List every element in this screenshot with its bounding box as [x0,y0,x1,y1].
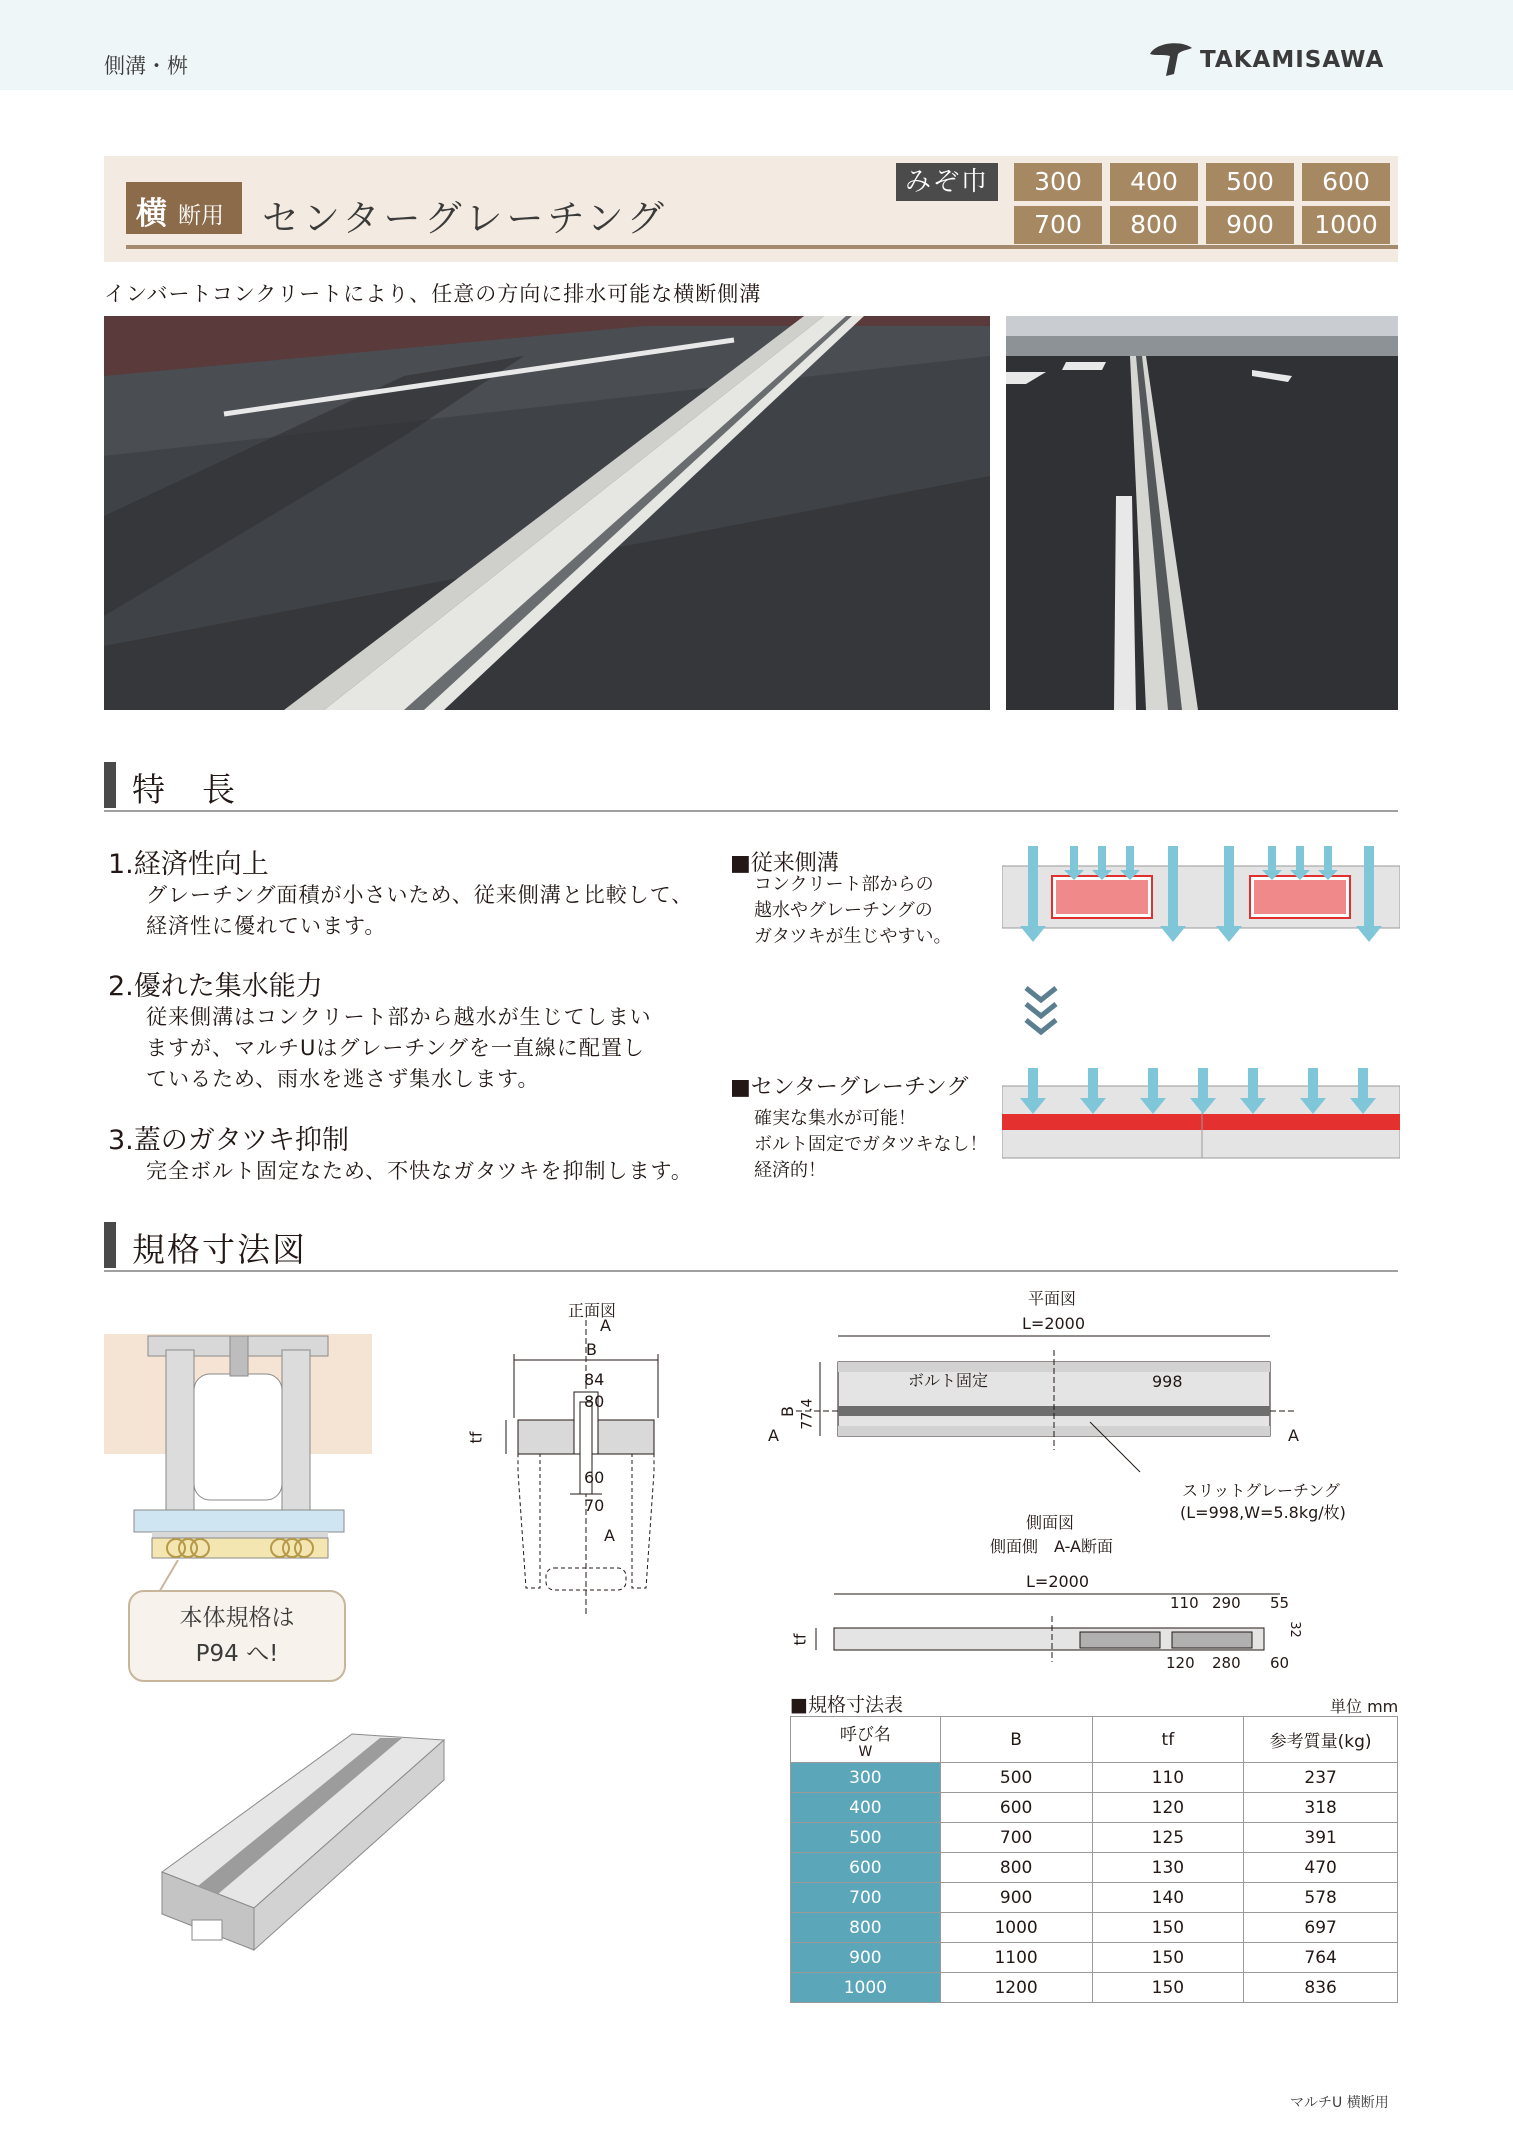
table-header-row [791,1717,1398,1763]
table-row [791,1823,1398,1853]
section-mark-label: A [768,1426,779,1445]
width-chip: 900 [1206,206,1294,244]
slit-spec: (L=998,W=5.8kg/枚) [1180,1503,1346,1522]
feature-line: ているため、雨水を逃さず集水します。 [146,1067,540,1091]
section-mark-label: A [1288,1426,1299,1445]
cell-w: 300 [791,1763,941,1793]
side-view-sublabel: 側面側 A-A断面 [990,1537,1113,1556]
compare-line: 越水やグレーチングの [754,900,933,921]
side-dim-bottom: 280 [1212,1654,1241,1672]
cell-w: 400 [791,1793,941,1823]
cell-mass: 764 [1244,1943,1398,1973]
features-heading [104,762,1398,812]
cell-mass: 697 [1244,1913,1398,1943]
plan-dim-b: B [777,1406,797,1417]
cell-w: 900 [791,1943,941,1973]
product-title: センターグレーチング [262,197,668,240]
compare-line: 確実な集水が可能！ [754,1108,916,1129]
feature-body [146,1156,693,1187]
feature-title: 2.優れた集水能力 [108,971,323,1002]
spec-table [790,1716,1398,2003]
category-label: 側溝・桝 [104,54,188,78]
header-cell: tf [1092,1717,1244,1763]
spec-table-title: ■規格寸法表 [790,1694,903,1716]
side-dim-bottom: 120 [1166,1654,1195,1672]
width-chip: 700 [1014,206,1102,244]
cell-tf: 120 [1092,1793,1244,1823]
front-dim: 70 [584,1496,605,1515]
cell-b: 1100 [940,1943,1092,1973]
compare-line: ガタツキが生じやすい。 [754,926,952,947]
width-chip: 500 [1206,163,1294,201]
brand-name: TAKAMISAWA [1200,47,1385,73]
badge-sub: 断用 [178,203,224,229]
width-chip: 300 [1014,163,1102,201]
side-dim-top: 290 [1212,1594,1241,1612]
header-cell: 参考質量(kg) [1244,1717,1398,1763]
width-label: みぞ巾 [896,163,998,201]
footer-label: マルチU 横断用 [1290,2095,1389,2111]
feature-title: 3.蓋のガタツキ抑制 [108,1125,349,1156]
plan-dim-774: 77.4 [799,1398,816,1430]
plan-length: L=2000 [1022,1314,1086,1333]
side-view-label: 側面図 [1026,1513,1075,1532]
table-row [791,1943,1398,1973]
header-cell: B [940,1717,1092,1763]
title-underline [126,245,1398,249]
feature-line: グレーチング面積が小さいため、従来側溝と比較して、 [146,883,694,907]
cell-w: 800 [791,1913,941,1943]
cell-mass: 318 [1244,1793,1398,1823]
front-dim-b: B [586,1340,597,1359]
front-dim: 84 [584,1370,605,1389]
plan-view-label: 平面図 [1028,1289,1077,1308]
plan-view-drawing [790,1332,1300,1482]
center-grating-title: ■センターグレーチング [730,1075,969,1100]
drawings-heading-label: 規格寸法図 [132,1230,307,1269]
front-dim-tf: tf [466,1431,486,1444]
section-mark-label: A [604,1526,615,1545]
front-view-label: 正面図 [568,1301,617,1320]
compare-line: コンクリート部からの [754,874,934,895]
table-row [791,1973,1398,2003]
feature-body [146,1002,652,1095]
product-photo-wide [104,316,990,710]
table-row [791,1913,1398,1943]
brand-logo [1148,40,1398,80]
header-cell [791,1717,941,1763]
cell-mass: 836 [1244,1973,1398,2003]
usage-badge [126,182,242,234]
bolt-label: ボルト固定 [908,1371,989,1390]
table-row [791,1763,1398,1793]
feature-body [146,880,693,942]
drawings-heading [104,1222,1398,1272]
width-chip: 1000 [1302,206,1390,244]
cell-mass: 470 [1244,1853,1398,1883]
cell-tf: 150 [1092,1913,1244,1943]
cell-tf: 130 [1092,1853,1244,1883]
callout-line: 本体規格は [179,1605,295,1631]
product-photo-narrow [1006,316,1398,710]
compare-line: 経済的！ [754,1160,826,1181]
table-row [791,1883,1398,1913]
feature-line: 完全ボルト固定なため、不快なガタツキを抑制します。 [146,1159,693,1183]
center-grating-diagram [1002,1068,1400,1162]
feature-line: 従来側溝はコンクリート部から越水が生じてしまい [146,1005,652,1029]
product-block-illustration [152,1724,448,1954]
feature-title: 1.経済性向上 [108,849,269,880]
chevron-down-icon [1022,984,1060,1038]
front-dim: 60 [584,1468,605,1487]
cell-mass: 237 [1244,1763,1398,1793]
cell-b: 800 [940,1853,1092,1883]
cell-tf: 150 [1092,1943,1244,1973]
side-dim-32: 32 [1286,1621,1302,1638]
conventional-body [754,872,951,950]
brand-mark-icon [1148,40,1194,80]
installation-section-illustration [104,1334,372,1574]
width-chip: 400 [1110,163,1198,201]
cell-tf: 150 [1092,1973,1244,2003]
features-heading-label: 特 長 [132,770,237,809]
center-grating-body [754,1106,987,1184]
cell-b: 600 [940,1793,1092,1823]
slit-label: スリットグレーチング [1182,1481,1340,1500]
spec-callout [128,1590,346,1682]
section-mark-label: A [600,1316,611,1335]
front-dim: 80 [584,1392,605,1411]
width-chip: 800 [1110,206,1198,244]
side-dim-top: 55 [1270,1594,1290,1612]
cell-mass: 578 [1244,1883,1398,1913]
cell-tf: 125 [1092,1823,1244,1853]
header-name-sub: W [858,1744,873,1760]
cell-b: 1200 [940,1973,1092,2003]
table-row [791,1793,1398,1823]
plan-dim-998: 998 [1152,1372,1183,1391]
callout-line: P94 へ! [195,1641,279,1667]
cell-tf: 140 [1092,1883,1244,1913]
cell-b: 900 [940,1883,1092,1913]
cell-w: 600 [791,1853,941,1883]
cell-b: 500 [940,1763,1092,1793]
header-name: 呼び名 [839,1725,891,1745]
cell-b: 700 [940,1823,1092,1853]
side-dim-top: 110 [1170,1594,1199,1612]
cell-w: 500 [791,1823,941,1853]
feature-line: 経済性に優れています。 [146,914,387,938]
lead-text: インバートコンクリートにより、任意の方向に排水可能な横断側溝 [104,282,762,306]
cell-w: 1000 [791,1973,941,2003]
table-row [791,1853,1398,1883]
badge-main: 横 [136,196,167,232]
spec-table-unit: 単位 mm [1330,1697,1399,1716]
cell-w: 700 [791,1883,941,1913]
compare-line: ボルト固定でガタツキなし！ [754,1134,988,1155]
conventional-title: ■従来側溝 [730,851,839,876]
cell-mass: 391 [1244,1823,1398,1853]
cell-tf: 110 [1092,1763,1244,1793]
side-dim-bottom: 60 [1270,1654,1290,1672]
feature-line: ますが、マルチUはグレーチングを一直線に配置し [146,1036,645,1060]
cell-b: 1000 [940,1913,1092,1943]
side-dim-tf: tf [790,1633,810,1646]
width-chip: 600 [1302,163,1390,201]
side-length: L=2000 [1026,1572,1090,1591]
conventional-diagram [1002,846,1400,946]
